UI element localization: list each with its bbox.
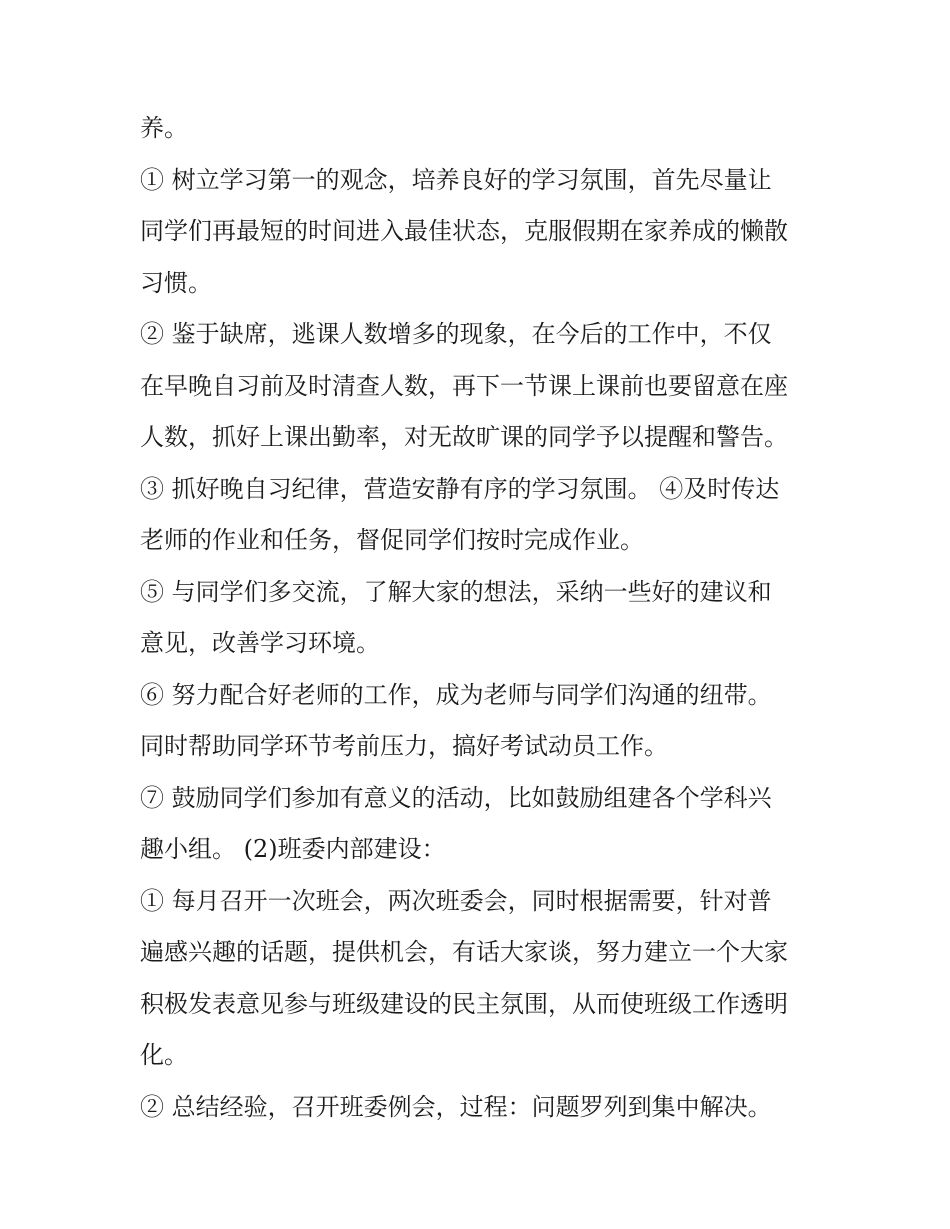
text-line: ② 鉴于缺席，逃课人数增多的现象，在今后的工作中，不仅	[140, 320, 772, 348]
text-line: 同学们再最短的时间进入最佳状态，克服假期在家养成的懒散	[140, 217, 788, 245]
text-line: 养。	[140, 114, 188, 142]
text-line: 积极发表意见参与班级建设的民主氛围，从而使班级工作透明	[140, 989, 788, 1018]
text-line: 意见，改善学习环境。	[140, 629, 380, 657]
text-line: 化。	[140, 1041, 188, 1069]
text-line: ⑤ 与同学们多交流，了解大家的想法，采纳一些好的建议和	[140, 577, 772, 606]
text-line: 同时帮助同学环节考前压力，搞好考试动员工作。	[140, 732, 668, 760]
text-line: ③ 抓好晚自习纪律，营造安静有序的学习氛围。 ④及时传达	[140, 474, 780, 503]
text-line: ① 树立学习第一的观念，培养良好的学习氛围，首先尽量让	[140, 165, 772, 194]
text-line: ⑥ 努力配合好老师的工作，成为老师与同学们沟通的纽带。	[140, 680, 772, 709]
text-line: ② 总结经验，召开班委例会，过程：问题罗列到集中解决。	[140, 1092, 772, 1121]
text-line: ① 每月召开一次班会，两次班委会，同时根据需要，针对普	[140, 886, 772, 915]
text-line: 习惯。	[140, 268, 212, 297]
text-line: 老师的作业和任务，督促同学们按时完成作业。	[140, 526, 644, 554]
text-line: 趣小组。 (2)班委内部建设：	[140, 835, 446, 863]
body-text	[140, 103, 830, 1133]
text-line: 遍感兴趣的话题，提供机会，有话大家谈，努力建立一个大家	[140, 938, 788, 966]
text-line: 在早晚自习前及时清查人数，再下一节课上课前也要留意在座	[140, 371, 788, 400]
text-line: 人数，抓好上课出勤率，对无故旷课的同学予以提醒和警告。	[140, 423, 788, 451]
text-line: ⑦ 鼓励同学们参加有意义的活动，比如鼓励组建各个学科兴	[140, 783, 772, 812]
